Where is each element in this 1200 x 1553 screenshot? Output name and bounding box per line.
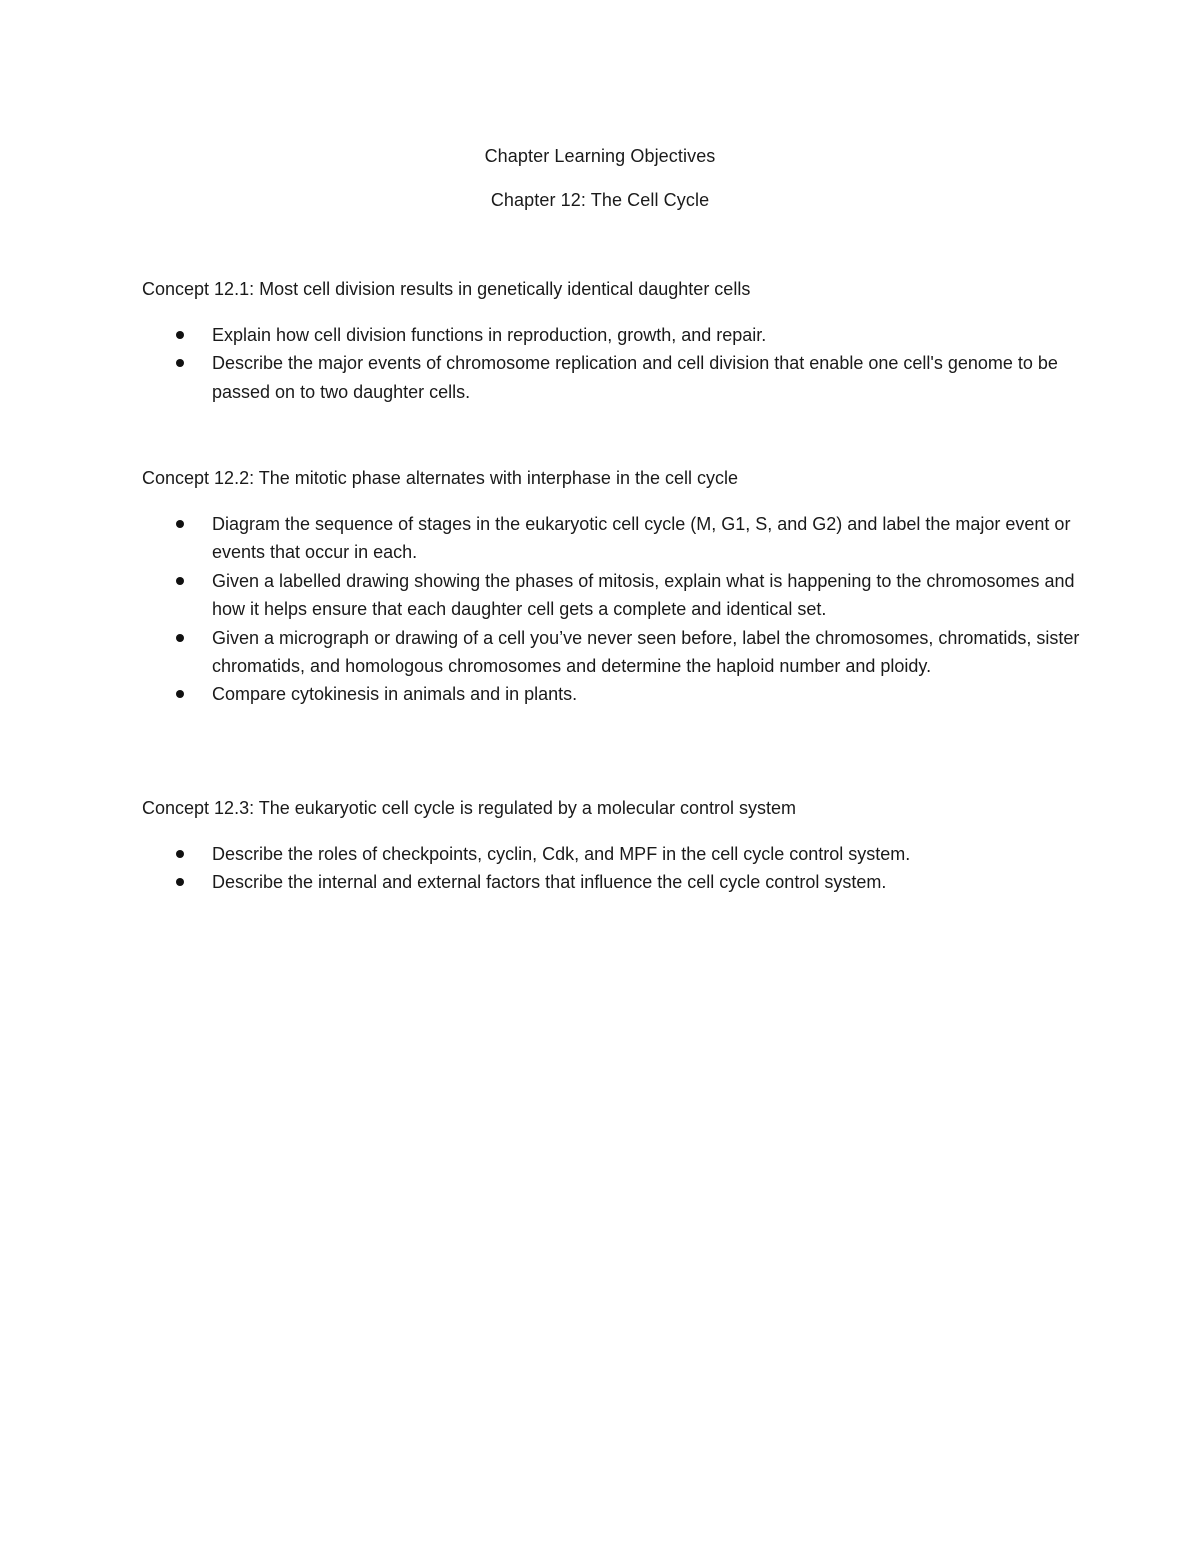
concept-heading: Concept 12.3: The eukaryotic cell cycle is regulated by a molecular control system	[142, 798, 796, 818]
concept-section-12-1	[142, 277, 1102, 406]
bullet-icon	[176, 850, 184, 858]
list-item	[142, 567, 1092, 624]
bullet-icon	[176, 520, 184, 528]
bullet-icon	[176, 331, 184, 339]
bullet-icon	[176, 878, 184, 886]
list-item	[142, 680, 1092, 708]
objective-text: Diagram the sequence of stages in the eukaryotic cell cycle (M, G1, S, and G2) and label the major event or events that occur in each.	[212, 514, 1071, 563]
objective-text: Given a micrograph or drawing of a cell you’ve never seen before, label the chromosomes, chromatids, sister chromatids, and homologous chromosomes and determine the haploid number and ploidy.	[212, 627, 1080, 677]
list-item	[142, 624, 1092, 681]
bullet-icon	[176, 634, 184, 642]
list-item	[142, 510, 1092, 567]
bullet-icon	[176, 359, 184, 367]
objective-text: Given a labelled drawing showing the phases of mitosis, explain what is happening to the chromosomes and how it helps ensure that each daughter cell gets a complete and identical set.	[212, 570, 1075, 620]
objective-text: Compare cytokinesis in animals and in plants.	[212, 684, 578, 705]
objectives-list	[142, 840, 1102, 897]
list-item	[142, 868, 1092, 896]
concept-heading: Concept 12.2: The mitotic phase alternates with interphase in the cell cycle	[142, 468, 738, 488]
list-item	[142, 840, 1092, 868]
list-item	[142, 321, 1092, 349]
concept-section-12-3	[142, 796, 1102, 897]
bullet-icon	[176, 690, 184, 698]
concept-section-12-2	[142, 466, 1102, 709]
concept-heading: Concept 12.1: Most cell division results in genetically identical daughter cells	[142, 279, 751, 299]
chapter-title: Chapter 12: The Cell Cycle	[490, 190, 710, 210]
objective-text: Explain how cell division functions in reproduction, growth, and repair.	[212, 325, 767, 345]
objective-text: Describe the major events of chromosome replication and cell division that enable one cell's genome to be passed on to two daughter cells.	[212, 353, 1058, 402]
objectives-list	[142, 321, 1102, 406]
list-item	[142, 349, 1092, 406]
document-title: Chapter Learning Objectives	[484, 146, 716, 166]
objective-text: Describe the internal and external factors that influence the cell cycle control system.	[212, 872, 887, 893]
objectives-list	[142, 510, 1102, 709]
bullet-icon	[176, 577, 184, 585]
objective-text: Describe the roles of checkpoints, cyclin, Cdk, and MPF in the cell cycle control system.	[212, 844, 911, 864]
